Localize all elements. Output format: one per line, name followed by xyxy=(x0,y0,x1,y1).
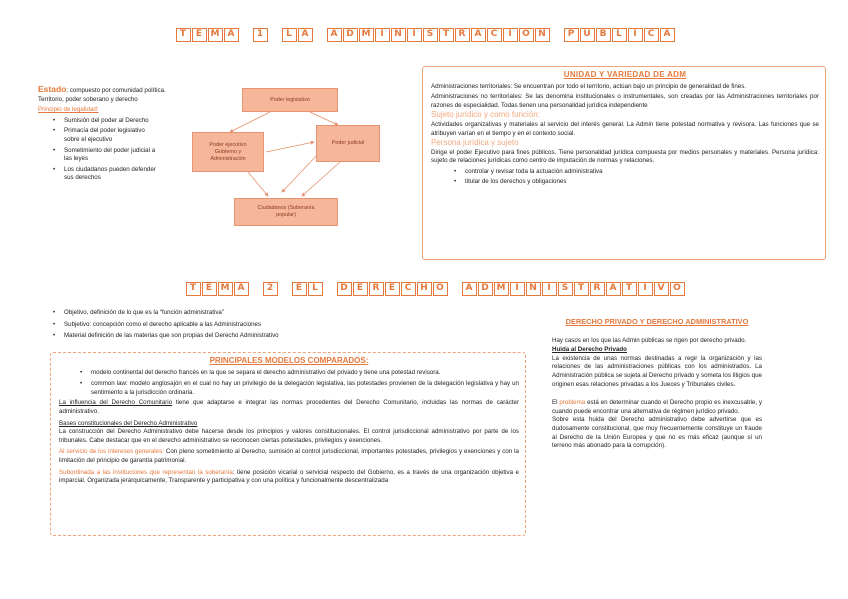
title-letter: A xyxy=(606,282,621,296)
modelos-heading: PRINCIPALES MODELOS COMPARADOS: xyxy=(209,356,369,365)
title-letter: D xyxy=(343,28,358,42)
legalidad-item: • Sumisión del poder al Derecho xyxy=(50,117,156,126)
title-letter: I xyxy=(503,28,518,42)
node-legislativo: Poder legislativo xyxy=(242,88,338,112)
title-letter: O xyxy=(519,28,534,42)
servicio-text: Con pleno sometimiento al Derecho, sumisión al control jurisdiccional, importantes potestades, privilegios y exenciones y con la limitación del principio de garantía patrimonial. xyxy=(59,448,519,464)
objetivo-item: • Material definición de las materias que son propias del Derecho Administrativo xyxy=(50,332,470,341)
title-letter: E xyxy=(292,282,307,296)
p3-post: está en determinar cuando el Derecho propio es inexcusable, y cuando puede encontrar una alternativa de régimen jurídico privado. xyxy=(552,399,762,415)
title-letter: M xyxy=(494,282,509,296)
bases-text: La construcción del Derecho Administrativo debe hacerse desde los principios y valores constitucionales. El control jurisdiccional administrativo por parte de los tribunales. Cabe destacar que en el derecho administrativo se reconocen ciertas potestades, privilegios y exenciones. xyxy=(59,428,519,444)
tema2-word xyxy=(292,282,323,296)
title-letter: O xyxy=(670,282,685,296)
title-letter: T xyxy=(439,28,454,42)
unidad-box xyxy=(422,66,826,260)
node-judicial: Poder judicial xyxy=(316,125,380,162)
modelos-box xyxy=(50,352,526,536)
objetivo-item: • Objetivo, definición de lo que es la “función administrativa” xyxy=(50,309,470,318)
legalidad-heading: Principio de legalidad: xyxy=(38,106,99,114)
title-letter: D xyxy=(337,282,352,296)
privado-p3 xyxy=(552,399,762,416)
privado-heading: DERECHO PRIVADO Y DERECHO ADMINISTRATIVO xyxy=(565,317,749,326)
title-letter: S xyxy=(423,28,438,42)
unidad-p1: Administraciones territoriales: Se encuentran por todo el territorio, actúan bajo un principio de generalidad de fines. xyxy=(431,82,747,90)
node-ciudadanos: Ciudadanos (Soberanía popular) xyxy=(234,198,338,226)
title-letter: I xyxy=(510,282,525,296)
title-letter: N xyxy=(535,28,550,42)
title-letter: T xyxy=(574,282,589,296)
privado-p1: Hay casos en los que las Admin públicas se rigen por derecho privado. xyxy=(552,336,747,344)
title-letter: A xyxy=(224,28,239,42)
estado-label: Estado xyxy=(38,84,67,94)
tema2-word xyxy=(186,282,249,296)
title-letter: A xyxy=(462,282,477,296)
sujeto-heading: Sujeto jurídico y como función: xyxy=(431,110,540,120)
title-letter: R xyxy=(455,28,470,42)
title-letter: L xyxy=(612,28,627,42)
tema2-word xyxy=(462,282,685,296)
node-ejecutivo: Poder ejecutivo Gobierno y Administración xyxy=(192,132,264,172)
title-letter: E xyxy=(353,282,368,296)
subordinada-label: Subordinada a las instituciones que representan la soberanía xyxy=(59,468,233,476)
sujeto-text: Actividades organizativas y materiales al servicio del interés general. La Admin tiene potestad normativa y revisora. Las funciones que se atribuyen varían en el tiempo y en el contexto social. xyxy=(431,120,819,137)
title-letter: A xyxy=(471,28,486,42)
servicio-paragraph xyxy=(59,448,519,465)
title-letter: M xyxy=(359,28,374,42)
bases-heading: Bases constitucionales del Derecho Administrativo xyxy=(59,419,198,427)
title-letter: 2 xyxy=(263,282,278,296)
influencia-paragraph xyxy=(59,399,519,416)
title-letter: N xyxy=(391,28,406,42)
estado-text: : compuesto por comunidad política. Territorio, poder soberano y derecho xyxy=(38,87,166,103)
persona-item: • titular de los derechos y obligaciones xyxy=(451,178,819,187)
tema1-word xyxy=(564,28,675,42)
objetivo-section xyxy=(50,309,470,341)
privado-p2: La existencia de unas normas destinadas a regir la organización y las relaciones de las administraciones públicas con los administrados. La Administración pública se sujeta al Derecho privado y someta los litigios que originen esas relaciones privadas a los Jueces y Tribunales civiles. xyxy=(552,354,762,388)
title-letter: R xyxy=(590,282,605,296)
estado-definition xyxy=(38,85,188,104)
legalidad-item: • Los ciudadanos pueden defender sus derechos xyxy=(50,166,156,183)
title-letter: E xyxy=(192,28,207,42)
title-letter: L xyxy=(308,282,323,296)
huida-heading: Huida al Derecho Privado xyxy=(552,346,627,354)
tema2-word xyxy=(337,282,448,296)
p3-pre: El xyxy=(552,399,560,407)
title-letter: U xyxy=(580,28,595,42)
legalidad-item: • Primacía del poder legislativo sobre el ejecutivo xyxy=(50,127,156,144)
persona-item: • controlar y revisar toda la actuación administrativa xyxy=(451,168,819,177)
title-letter: 1 xyxy=(253,28,268,42)
influencia-text: tiene que adaptarse e integrar las normas procedentes del Derecho Comunitario, incluidas las normas de carácter administrativo. xyxy=(59,399,520,415)
title-letter: A xyxy=(234,282,249,296)
tema1-word xyxy=(282,28,313,42)
title-letter: I xyxy=(375,28,390,42)
privado-section xyxy=(552,318,762,451)
title-letter: V xyxy=(654,282,669,296)
title-letter: T xyxy=(622,282,637,296)
title-letter: C xyxy=(644,28,659,42)
title-letter: R xyxy=(369,282,384,296)
title-letter: I xyxy=(638,282,653,296)
subordinada-paragraph xyxy=(59,469,519,486)
tema1-word xyxy=(327,28,550,42)
persona-text: Dirige el poder Ejecutivo para fines públicos. Tiene personalidad jurídica compuesta por medios personales y materiales. Persona jurídica: sujeto de relaciones jurídicas como centro de imputación de normas y relaciones. xyxy=(431,148,819,165)
persona-heading: Persona jurídica y sujeto xyxy=(431,138,519,148)
title-letter: D xyxy=(478,282,493,296)
privado-p4: Sobre esta huida del Derecho administrativo debe advertirse que es dudosamente constitucional, que muy frecuentemente constituye un fraude al Derecho de la Unión Europea y que no es más eficaz (aunque sí un terreno más abonado para la corrupción). xyxy=(552,416,762,450)
title-letter: S xyxy=(558,282,573,296)
title-letter: P xyxy=(564,28,579,42)
influencia-label: La influencia del Derecho Comunitario xyxy=(59,399,173,407)
title-letter: I xyxy=(628,28,643,42)
tema2-word xyxy=(263,282,278,296)
unidad-p2: Administraciones no territoriales: Se las denomina institucionales o instrumentales, son creadas por las Administraciones territoriales por razones de especialidad. Todas tienen una personalidad jurídica independiente xyxy=(431,93,819,109)
legalidad-item: • Sometimiento del poder judicial a las leyes xyxy=(50,147,156,164)
title-letter: I xyxy=(542,282,557,296)
subordinada-text: : tiene posición vicarial o servicial respecto del Gobierno, es a través de una organización objetiva e imparcial. Organizada jerárquicamente, Transparente y participativa y con una política y funcionalmente descentralizada xyxy=(59,468,519,485)
title-letter: M xyxy=(218,282,233,296)
title-letter: E xyxy=(202,282,217,296)
title-letter: C xyxy=(401,282,416,296)
tema1-word xyxy=(176,28,239,42)
tema2-title xyxy=(190,280,680,298)
estado-section xyxy=(38,85,188,183)
title-letter: M xyxy=(208,28,223,42)
modelos-item: • common law: modelo anglosajón en el cual no hay un privilegio de la delegación legislativa, las potestades provienen de la delegación legislativa y hay un sentimiento a la jurisdicción ordinaria. xyxy=(77,380,519,397)
servicio-label: Al servicio de los intereses generales: xyxy=(59,448,164,456)
title-letter: A xyxy=(327,28,342,42)
title-letter: N xyxy=(526,282,541,296)
title-letter: E xyxy=(385,282,400,296)
tema1-title xyxy=(180,26,670,44)
unidad-heading: UNIDAD Y VARIEDAD DE ADM xyxy=(563,70,687,79)
modelos-item: • modelo continental del derecho francés en la que se separa el derecho administrativo del privado y tiene una potestad revisora. xyxy=(77,369,519,378)
title-letter: B xyxy=(596,28,611,42)
tema1-word xyxy=(253,28,268,42)
title-letter: H xyxy=(417,282,432,296)
title-letter: L xyxy=(282,28,297,42)
title-letter: I xyxy=(407,28,422,42)
title-letter: C xyxy=(487,28,502,42)
objetivo-item: • Subjetivo: concepción como el derecho aplicable a las Administraciones xyxy=(50,321,470,330)
title-letter: A xyxy=(298,28,313,42)
title-letter: O xyxy=(433,282,448,296)
title-letter: A xyxy=(660,28,675,42)
problema-word: problema xyxy=(559,399,586,407)
title-letter: T xyxy=(186,282,201,296)
title-letter: T xyxy=(176,28,191,42)
powers-diagram xyxy=(190,80,420,230)
